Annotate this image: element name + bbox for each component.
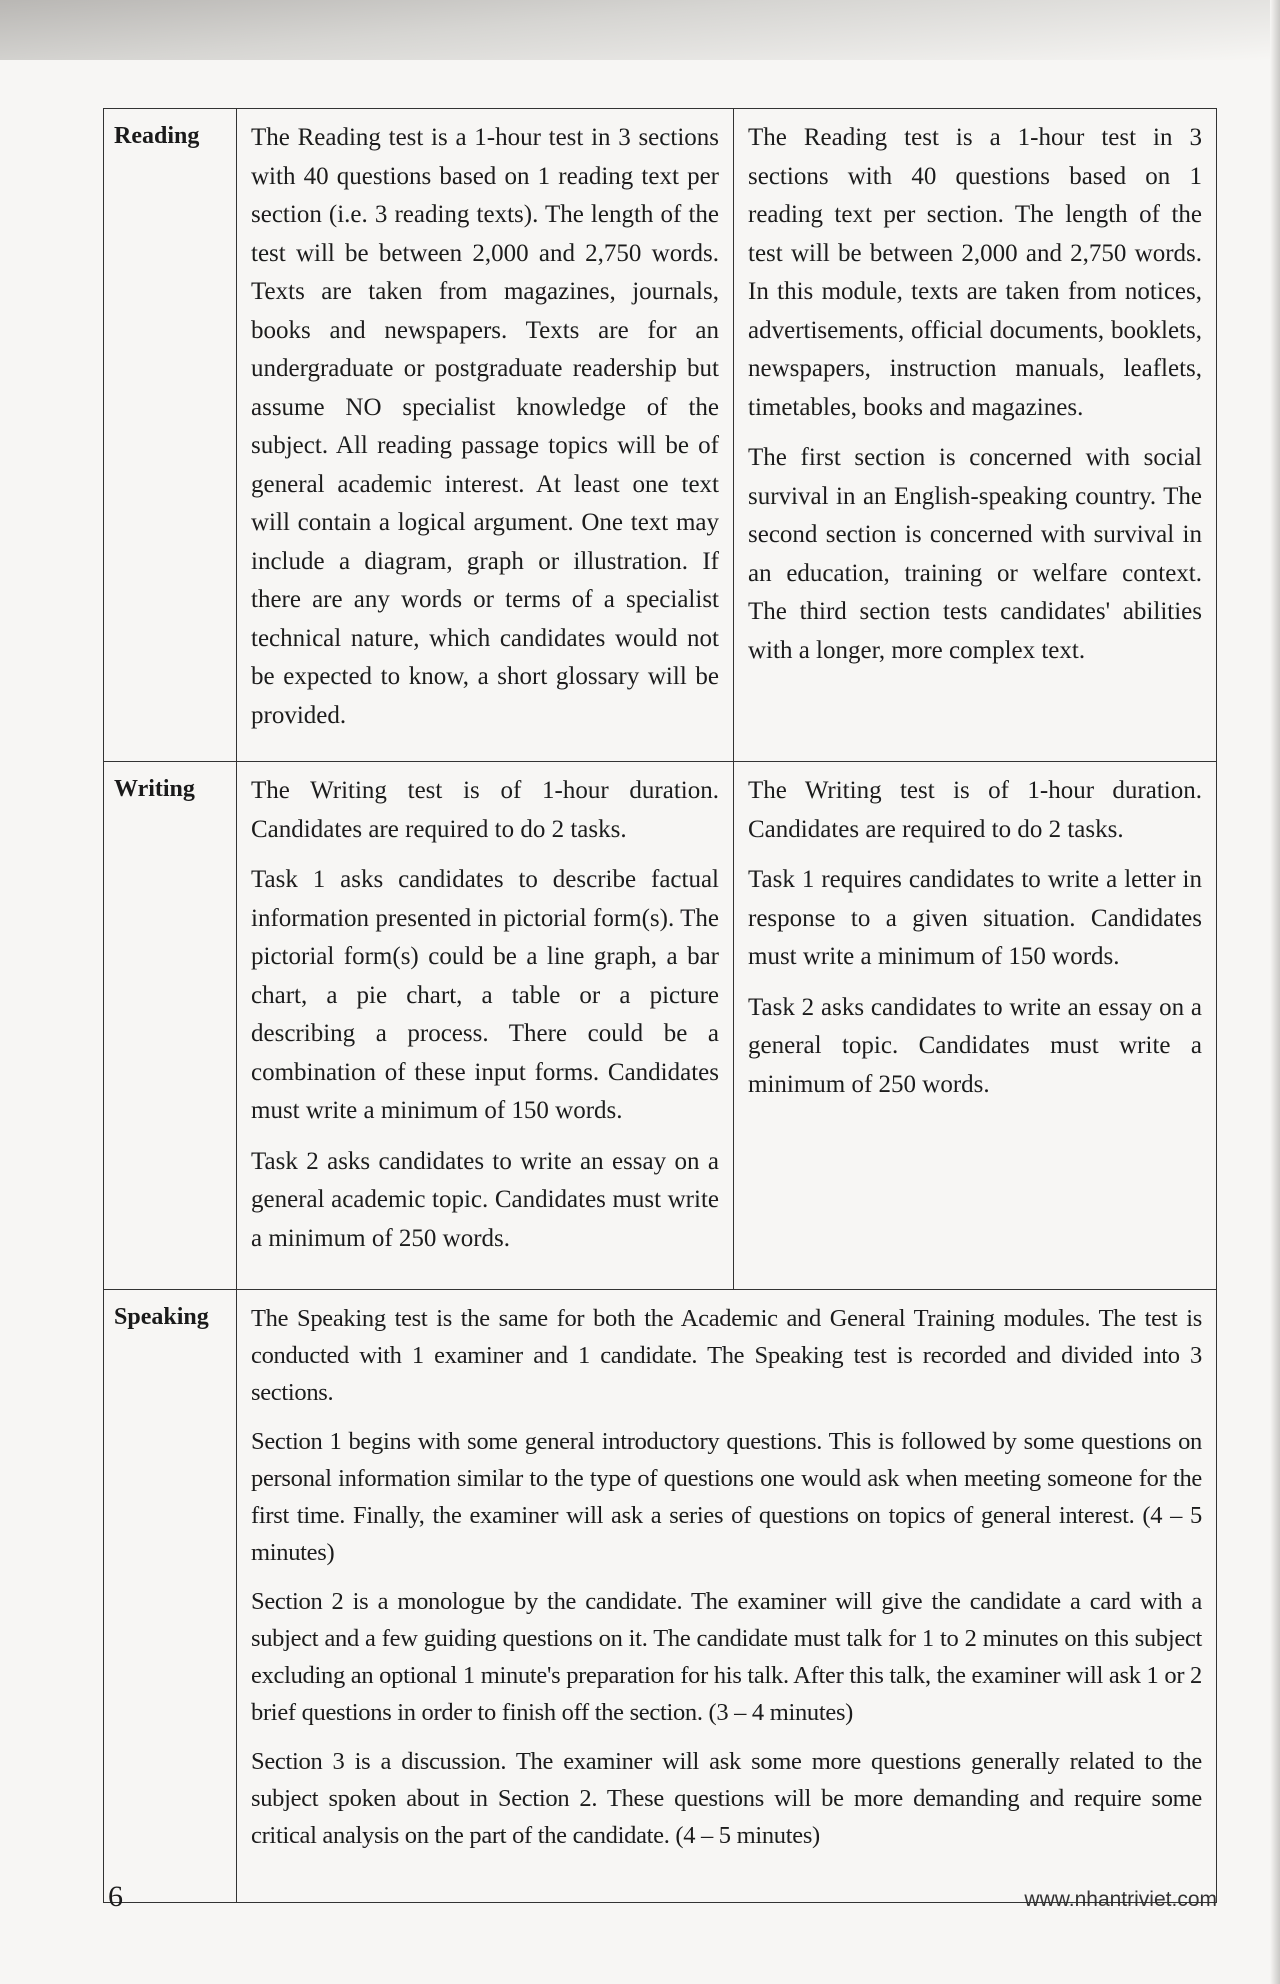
publisher-website: www.nhantriviet.com [1024, 1888, 1217, 1911]
row-label-reading: Reading [104, 109, 237, 762]
table-row-speaking [104, 1290, 1217, 1903]
test-format-table [103, 108, 1217, 1903]
paragraph: Task 2 asks candidates to write an essay on a general academic topic. Candidates must write a minimum of 250 words. [251, 1147, 719, 1252]
paragraph: The Writing test is of 1-hour duration. Candidates are required to do 2 tasks. [251, 777, 719, 843]
paragraph: Task 1 requires candidates to write a letter in response to a given situation. Candidates must write a minimum of 150 words. [748, 866, 1202, 970]
page-number: 6 [108, 1880, 123, 1913]
paragraph: The Reading test is a 1-hour test in 3 sections with 40 questions based on 1 reading text per section (i.e. 3 reading texts). The length of the test will be between 2,000 and 2,750 words. Texts are taken from magazines, journals, books and newspapers. Texts are for an undergraduate or postgraduate readership but assume NO specialist knowledge of the subject. All reading passage topics will be of general academic interest. At least one text will contain a logical argument. One text may include a diagram, graph or illustration. If there are any words or terms of a specialist technical nature, which candidates would not be expected to know, a short glossary will be provided. [251, 124, 719, 729]
table-row-reading [104, 109, 1217, 762]
speaking-cell [237, 1290, 1217, 1903]
paragraph: Task 1 asks candidates to describe factual information presented in pictorial form(s). The pictorial form(s) could be a line graph, a bar chart, a pie chart, a table or a picture describing a process. There could be a combination of these input forms. Candidates must write a minimum of 150 words. [251, 866, 719, 1124]
paragraph: Section 2 is a monologue by the candidate. The examiner will give the candidate a card with a subject and a few guiding questions on it. The candidate must talk for 1 to 2 minutes on this subject excluding an optional 1 minute's preparation for his talk. After this talk, the examiner will ask 1 or 2 brief questions in order to finish off the section. (3 – 4 minutes) [251, 1588, 1202, 1726]
reading-academic-cell [237, 109, 734, 762]
page-shadow [0, 0, 1280, 60]
paragraph: Section 3 is a discussion. The examiner will ask some more questions generally related to the subject spoken about in Section 2. These questions will be more demanding and require some critical analysis on the part of the candidate. (4 – 5 minutes) [251, 1748, 1202, 1849]
writing-general-cell [734, 762, 1217, 1290]
paragraph: The first section is concerned with social survival in an English-speaking country. The second section is concerned with survival in an education, training or welfare context. The third section tests candidates' abilities with a longer, more complex text. [748, 444, 1202, 664]
reading-general-cell [734, 109, 1217, 762]
writing-academic-cell [237, 762, 734, 1290]
table-row-writing [104, 762, 1217, 1290]
row-label-writing: Writing [104, 762, 237, 1290]
paragraph: The Speaking test is the same for both the Academic and General Training modules. The test is conducted with 1 examiner and 1 candidate. The Speaking test is recorded and divided into 3 sections. [251, 1305, 1202, 1406]
paragraph: The Reading test is a 1-hour test in 3 sections with 40 questions based on 1 reading text per section. The length of the test will be between 2,000 and 2,750 words. In this module, texts are taken from notices, advertisements, official documents, booklets, newspapers, instruction manuals, leaflets, timetables, books and magazines. [748, 124, 1202, 421]
paragraph: The Writing test is of 1-hour duration. Candidates are required to do 2 tasks. [748, 777, 1202, 843]
page-edge [1270, 0, 1280, 1984]
paragraph: Task 2 asks candidates to write an essay on a general topic. Candidates must write a minimum of 250 words. [748, 993, 1202, 1098]
row-label-speaking: Speaking [104, 1290, 237, 1903]
paragraph: Section 1 begins with some general introductory questions. This is followed by some questions on personal information similar to the type of questions one would ask when meeting someone for the first time. Finally, the examiner will ask a series of questions on topics of general interest. (4 – 5 minutes) [251, 1428, 1202, 1566]
